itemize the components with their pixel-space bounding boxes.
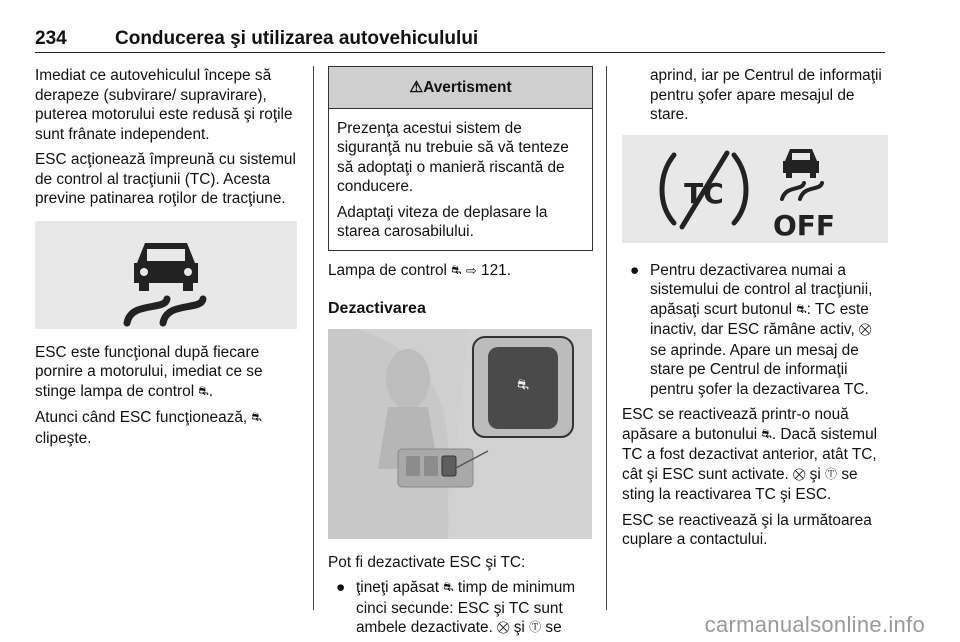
- gear-knob: [386, 349, 430, 409]
- esc-lamp-icon: ⛐: [761, 426, 772, 441]
- paragraph: Adaptaţi viteza de deplasare la starea carosabilului.: [337, 203, 548, 240]
- page-header: [35, 22, 885, 53]
- list-item: ● ţineţi apăsat ⛐ timp de minimum cinci secunde: ESC şi TC sunt ambele dezactivate. ⛒ şi Ⓣ se: [336, 579, 576, 636]
- paragraph: ESC acţionează împreună cu sistemul de control al tracţiunii (TC). Acesta previne patinarea roţilor de tracţiune.: [35, 151, 296, 207]
- warning-heading: ⚠Avertisment: [329, 67, 592, 109]
- esc-button-icon: ⛐: [516, 376, 530, 393]
- column-left: [35, 66, 303, 454]
- esc-off-icon: ⛒: [859, 322, 872, 336]
- bullet-icon: ●: [630, 261, 640, 279]
- column-right: [622, 66, 888, 556]
- esc-off-icon: ⛒: [793, 466, 806, 481]
- watermark: carmanualsonline.info: [704, 612, 925, 637]
- skidding-car-icon: [35, 221, 297, 329]
- page-title: Conducerea şi utilizarea autovehiculului: [115, 28, 479, 49]
- paragraph: Lampa de control ⛐ ⇨ 121.: [328, 261, 512, 279]
- warning-box: [328, 66, 593, 251]
- tc-icon: Ⓣ: [825, 466, 838, 481]
- esc-lamp-icon: ⛐: [796, 301, 807, 316]
- esc-lamp-illustration: [35, 221, 297, 329]
- esc-lamp-icon: ⛐: [443, 580, 454, 594]
- bullet-icon: ●: [336, 579, 346, 596]
- off-label: OFF: [772, 208, 836, 242]
- paragraph: ESC este funcţional după fiecare pornire a motorului, imediat ce se stinge lampa de control ⛐.: [35, 343, 263, 400]
- esc-lamp-icon: ⛐: [198, 383, 209, 398]
- paragraph: ESC se reactivează şi la următoarea cuplare a contactului.: [622, 511, 872, 548]
- page-number: 234: [35, 28, 67, 49]
- column-middle: [328, 66, 593, 639]
- svg-text:TC: TC: [684, 176, 724, 210]
- console-photo: [328, 329, 592, 539]
- page-ref-arrow-icon: ⇨: [465, 262, 477, 278]
- column-divider-right: [606, 66, 607, 610]
- esc-lamp-icon: ⛐: [251, 410, 262, 424]
- paragraph: aprind, iar pe Centrul de informaţii pentru şofer apare mesajul de stare.: [650, 67, 882, 123]
- warning-triangle-icon: ⚠: [409, 79, 424, 96]
- esc-off-icon: ⛒: [497, 620, 510, 634]
- paragraph: Prezenţa acestui sistem de siguranţă nu trebuie să vă tenteze să adoptaţi o manieră riscantă de conducere.: [337, 119, 569, 195]
- column-divider-left: [313, 66, 314, 610]
- paragraph: Atunci când ESC funcţionează, ⛐ clipeşte.: [35, 409, 262, 447]
- paragraph: Imediat ce autovehiculul începe să derapeze (subvirare/ supravirare), puterea motorului este redusă şi roţile sunt frânate independent.: [35, 67, 293, 143]
- paragraph: Pot fi dezactivate ESC şi TC:: [328, 553, 526, 571]
- tc-icon: Ⓣ: [529, 620, 542, 634]
- tc-esc-off-illustration: [622, 135, 888, 243]
- paragraph: ESC se reactivează printr-o nouă apăsare a butonului ⛐. Dacă sistemul TC a fost dezactivat anterior, atât TC, cât şi ESC sunt activate. ⛒ şi Ⓣ se sting la reactivarea TC şi ESC.: [622, 406, 878, 503]
- esc-lamp-icon: ⛐: [451, 262, 462, 277]
- section-heading: Dezactivarea: [328, 300, 426, 317]
- list-item: ● Pentru dezactivarea numai a sistemului de control al tracţiunii, apăsaţi scurt butonul ⛐: TC este inactiv, dar ESC rămâne activ, ⛒ se aprinde. Apare un mesaj de stare pe Centrul de informaţii pentru şofer la dezactivarea TC.: [630, 261, 873, 398]
